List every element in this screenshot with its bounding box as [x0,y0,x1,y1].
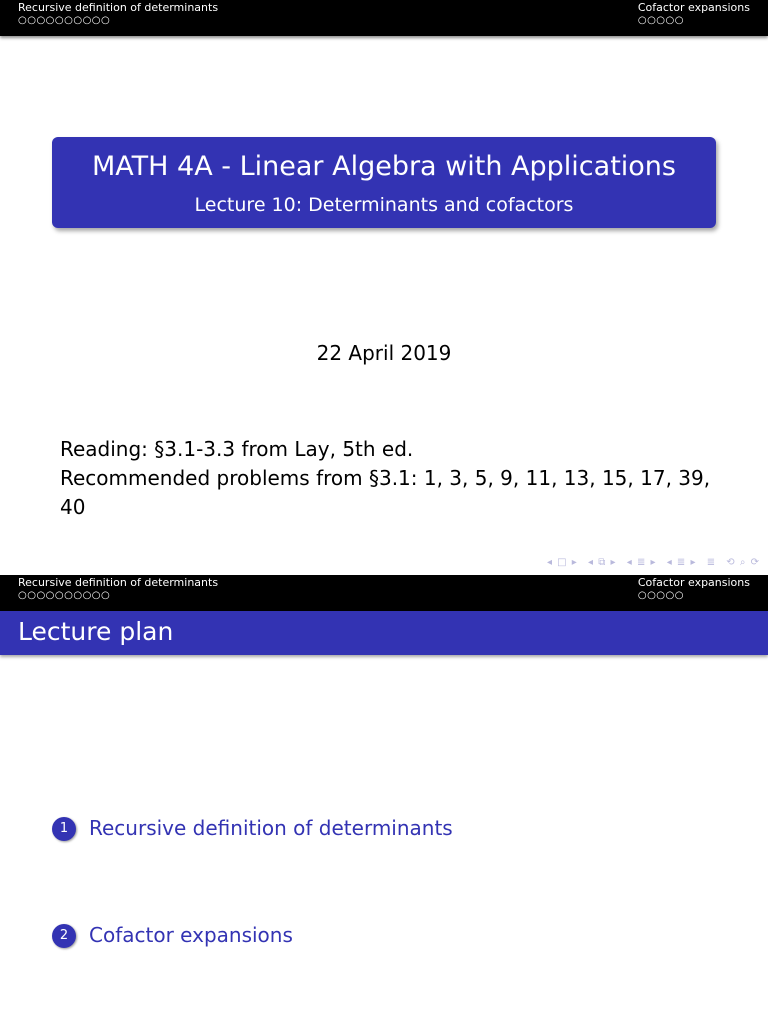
lecture-date: 22 April 2019 [316,341,452,365]
search-nav-icon[interactable]: ⟲ ⌕ ⟳ [726,557,760,568]
header-section-recursive[interactable] [18,2,218,27]
header-section-label: Recursive definition of determinants [18,576,219,589]
frame-nav-icon[interactable]: ◂ □ ▸ [546,557,578,568]
reading-block [60,435,720,522]
lecture-subtitle: Lecture 10: Determinants and cofactors [194,194,574,216]
frame-title-bar [0,611,768,655]
document-nav-icon[interactable]: ≣ [706,557,717,568]
title-block [52,137,716,228]
section-nav-icon[interactable]: ◂ ≣ ▸ [666,557,697,568]
section-progress-dots[interactable]: ○○○○○○○○○○ [18,15,111,26]
plan-link-label[interactable]: Recursive definition of determinants [89,816,453,840]
header-section-label: Cofactor expansions [637,576,750,589]
frame-title: Lecture plan [18,617,174,646]
section-nav-icon[interactable]: ◂ ≣ ▸ [626,557,657,568]
recommended-problems: Recommended problems from §3.1: 1, 3, 5, 9, 11, 13, 15, 17, 39, 40 [60,466,711,519]
plan-number-badge: 1 [52,817,76,841]
lecture-title: MATH 4A - Linear Algebra with Applications [92,151,676,182]
section-progress-dots[interactable]: ○○○○○○○○○○ [18,590,111,601]
header-section-cofactor[interactable] [638,577,750,602]
plan-link-label[interactable]: Cofactor expansions [89,923,293,947]
section-progress-dots[interactable]: ○○○○○ [637,15,684,26]
header-section-label: Recursive definition of determinants [18,1,219,14]
subsection-nav-icon[interactable]: ◂ ⧉ ▸ [588,557,617,568]
lecture-plan-slide [0,575,768,1024]
slide-header [0,575,768,611]
slide-header [0,0,768,36]
plan-number-badge: 2 [52,924,76,948]
header-section-recursive[interactable] [18,577,218,602]
section-progress-dots[interactable]: ○○○○○ [637,590,684,601]
header-section-cofactor[interactable] [638,2,750,27]
navigation-symbols [541,556,760,570]
header-section-label: Cofactor expansions [637,1,750,14]
reading-assignment: Reading: §3.1-3.3 from Lay, 5th ed. [60,437,414,461]
